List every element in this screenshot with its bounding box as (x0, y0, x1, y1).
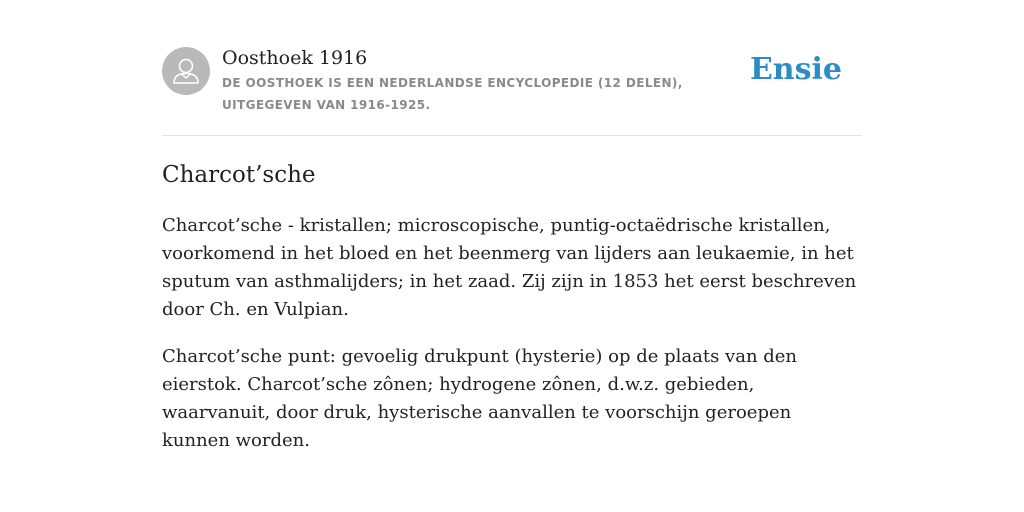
ensie-logo-link[interactable]: Ensie (749, 52, 842, 87)
entry-body (162, 212, 862, 474)
entry-paragraph: Charcot’sche punt: gevoelig drukpunt (hysterie) op de plaats van den eierstok. Charcot’sche zônen; hydrogene zônen, d.w.z. gebieden, waarvanuit, door druk, hysterische aanvallen te voorschijn geroepen kunnen worden. (162, 346, 798, 451)
user-silhouette-icon (162, 47, 210, 95)
source-description: DE OOSTHOEK IS EEN NEDERLANDSE ENCYCLOPEDIE (12 DELEN), UITGEGEVEN VAN 1916-1925. (222, 76, 683, 112)
source-avatar[interactable] (162, 47, 210, 95)
entry-paragraph: Charcot’sche - kristallen; microscopische, puntig-octaëdrische kristallen, voorkomend in het bloed en het beenmerg van lijders aan leukaemie, in het sputum van asthmalijders; in het zaad. Zij zijn in 1853 het eerst beschreven door Ch. en Vulpian. (162, 215, 857, 320)
source-header (162, 0, 862, 136)
page-container (162, 0, 862, 451)
entry-title: Charcot’sche (162, 162, 316, 188)
source-title[interactable]: Oosthoek 1916 (222, 47, 368, 69)
